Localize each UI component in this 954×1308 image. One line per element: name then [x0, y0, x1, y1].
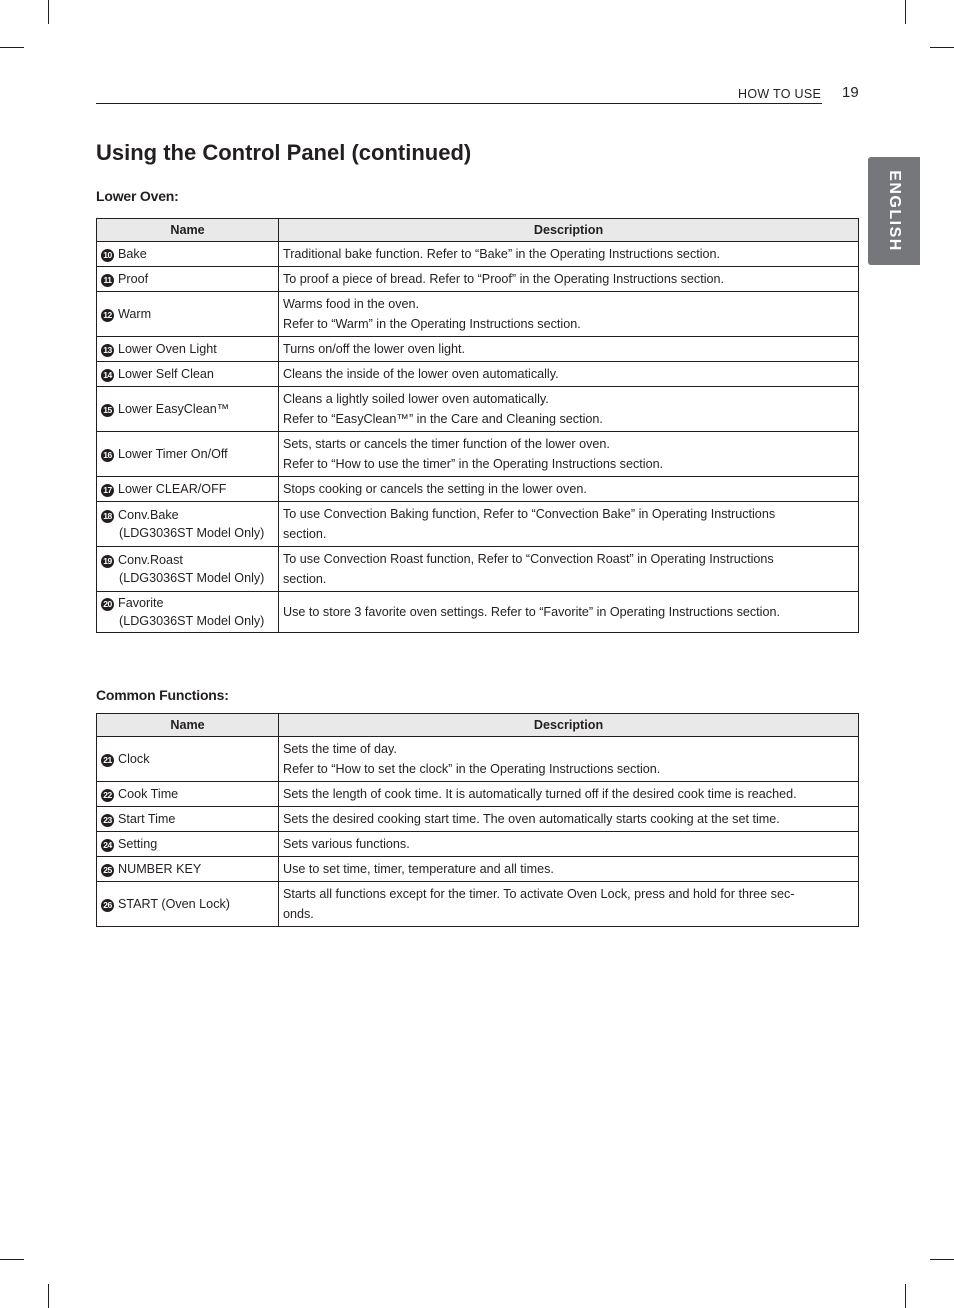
- crop-mark: [905, 1284, 906, 1308]
- description-line: Use to store 3 favorite oven settings. Refer to “Favorite” in Operating Instructions section.: [283, 605, 780, 619]
- name-wrapper: [101, 895, 274, 913]
- item-name: [118, 551, 264, 587]
- name-cell: [97, 737, 279, 782]
- name-wrapper: [101, 270, 274, 288]
- table-row: [97, 737, 859, 782]
- description-cell: [279, 477, 859, 502]
- description-line: Sets, starts or cancels the timer function of the lower oven.: [283, 437, 610, 451]
- item-model-note: (LDG3036ST Model Only): [119, 571, 265, 585]
- crop-mark: [48, 0, 49, 24]
- running-header-section: HOW TO USE: [738, 87, 822, 101]
- item-name: [118, 480, 226, 498]
- crop-mark: [48, 1284, 49, 1308]
- table-row: [97, 832, 859, 857]
- item-name-line: Favorite: [118, 596, 164, 610]
- item-number-badge: 19: [101, 555, 114, 568]
- description-cell: [279, 502, 859, 547]
- table-row: [97, 267, 859, 292]
- item-name: [118, 365, 214, 383]
- description-line: Traditional bake function. Refer to “Bake” in the Operating Instructions section.: [283, 247, 721, 261]
- item-number-badge: 10: [101, 249, 114, 262]
- item-number-badge: 14: [101, 369, 114, 382]
- item-name-line: Start Time: [118, 812, 176, 826]
- item-name: [118, 785, 178, 803]
- name-cell: [97, 782, 279, 807]
- description-line: section.: [283, 527, 327, 541]
- item-name-line: Lower EasyClean™: [118, 402, 230, 416]
- item-name-line: Lower Self Clean: [118, 367, 214, 381]
- name-wrapper: [101, 365, 274, 383]
- item-name: [118, 400, 229, 418]
- description-cell: [279, 832, 859, 857]
- lower-oven-table: [96, 218, 859, 633]
- item-name: [118, 245, 147, 263]
- description-cell: [279, 362, 859, 387]
- common-functions-heading: Common Functions:: [96, 687, 229, 703]
- name-cell: [97, 832, 279, 857]
- item-number-badge: 12: [101, 309, 114, 322]
- name-cell: [97, 477, 279, 502]
- item-name-line: Clock: [118, 752, 150, 766]
- item-name: [118, 445, 228, 463]
- name-cell: [97, 547, 279, 592]
- item-number-badge: 20: [101, 598, 114, 611]
- crop-mark: [0, 47, 24, 48]
- item-name: [118, 340, 217, 358]
- item-name: [118, 594, 264, 630]
- item-name-line: NUMBER KEY: [118, 862, 202, 876]
- description-cell: [279, 292, 859, 337]
- name-cell: [97, 242, 279, 267]
- name-cell: [97, 362, 279, 387]
- description-line: To use Convection Roast function, Refer to “Convection Roast” in Operating Instructions: [283, 552, 774, 566]
- table-header-row: [97, 714, 859, 737]
- table-header-row: [97, 219, 859, 242]
- item-name-line: Bake: [118, 247, 147, 261]
- name-cell: [97, 807, 279, 832]
- name-wrapper: [101, 506, 274, 542]
- item-number-badge: 13: [101, 344, 114, 357]
- item-name-line: Lower Timer On/Off: [118, 447, 228, 461]
- item-number-badge: 16: [101, 449, 114, 462]
- page-number: 19: [842, 84, 859, 101]
- item-name-line: Proof: [118, 272, 149, 286]
- table-row: [97, 242, 859, 267]
- description-line: Refer to “EasyClean™” in the Care and Cleaning section.: [283, 412, 603, 426]
- name-wrapper: [101, 340, 274, 358]
- description-cell: [279, 882, 859, 927]
- item-name-line: Warm: [118, 307, 152, 321]
- name-cell: [97, 502, 279, 547]
- description-line: Sets the time of day.: [283, 742, 397, 756]
- description-cell: [279, 737, 859, 782]
- item-name-line: Conv.Bake: [118, 508, 179, 522]
- item-name: [118, 270, 148, 288]
- description-cell: [279, 592, 859, 633]
- name-wrapper: [101, 860, 274, 878]
- item-name: [118, 860, 201, 878]
- crop-mark: [930, 1259, 954, 1260]
- item-name: [118, 810, 175, 828]
- item-model-note: (LDG3036ST Model Only): [119, 614, 265, 628]
- table-row: [97, 857, 859, 882]
- description-line: Sets the desired cooking start time. The oven automatically starts cooking at the set time.: [283, 812, 780, 826]
- name-cell: [97, 592, 279, 633]
- item-number-badge: 25: [101, 864, 114, 877]
- language-tab-label: ENGLISH: [886, 170, 903, 252]
- header-rule: [96, 103, 822, 104]
- name-wrapper: [101, 480, 274, 498]
- description-line: section.: [283, 572, 327, 586]
- description-cell: [279, 857, 859, 882]
- table-row: [97, 807, 859, 832]
- item-name-line: Lower CLEAR/OFF: [118, 482, 227, 496]
- description-line: Refer to “Warm” in the Operating Instructions section.: [283, 317, 581, 331]
- column-header-description: Description: [279, 219, 859, 242]
- table-row: [97, 337, 859, 362]
- description-line: Refer to “How to set the clock” in the Operating Instructions section.: [283, 762, 661, 776]
- item-name: [118, 506, 264, 542]
- item-name: [118, 750, 150, 768]
- table-row: [97, 432, 859, 477]
- table-row: [97, 477, 859, 502]
- description-cell: [279, 242, 859, 267]
- description-cell: [279, 267, 859, 292]
- name-cell: [97, 432, 279, 477]
- name-cell: [97, 882, 279, 927]
- description-cell: [279, 387, 859, 432]
- name-wrapper: [101, 400, 274, 418]
- column-header-name: Name: [97, 219, 279, 242]
- table-row: [97, 547, 859, 592]
- name-wrapper: [101, 245, 274, 263]
- column-header-description: Description: [279, 714, 859, 737]
- name-wrapper: [101, 594, 274, 630]
- description-line: Starts all functions except for the timer. To activate Oven Lock, press and hold for three sec-: [283, 887, 795, 901]
- description-line: Refer to “How to use the timer” in the Operating Instructions section.: [283, 457, 664, 471]
- crop-mark: [905, 0, 906, 24]
- column-header-name: Name: [97, 714, 279, 737]
- item-number-badge: 17: [101, 484, 114, 497]
- item-number-badge: 18: [101, 510, 114, 523]
- name-cell: [97, 292, 279, 337]
- item-name-line: Cook Time: [118, 787, 179, 801]
- item-name: [118, 305, 151, 323]
- name-cell: [97, 387, 279, 432]
- name-wrapper: [101, 835, 274, 853]
- name-cell: [97, 337, 279, 362]
- name-wrapper: [101, 750, 274, 768]
- item-number-badge: 24: [101, 839, 114, 852]
- name-cell: [97, 267, 279, 292]
- item-name-line: Lower Oven Light: [118, 342, 217, 356]
- table-row: [97, 362, 859, 387]
- table-row: [97, 882, 859, 927]
- crop-mark: [0, 1259, 24, 1260]
- crop-mark: [930, 47, 954, 48]
- item-number-badge: 21: [101, 754, 114, 767]
- description-line: Stops cooking or cancels the setting in the lower oven.: [283, 482, 587, 496]
- item-number-badge: 26: [101, 899, 114, 912]
- item-name-line: Setting: [118, 837, 158, 851]
- name-wrapper: [101, 445, 274, 463]
- item-name: [118, 895, 230, 913]
- description-line: Cleans a lightly soiled lower oven automatically.: [283, 392, 549, 406]
- description-line: Sets various functions.: [283, 837, 410, 851]
- item-number-badge: 11: [101, 274, 114, 287]
- description-line: Warms food in the oven.: [283, 297, 420, 311]
- table-row: [97, 782, 859, 807]
- description-cell: [279, 432, 859, 477]
- name-wrapper: [101, 785, 274, 803]
- description-line: To proof a piece of bread. Refer to “Proof” in the Operating Instructions section.: [283, 272, 725, 286]
- description-line: To use Convection Baking function, Refer to “Convection Bake” in Operating Instructions: [283, 507, 776, 521]
- item-name-line: START (Oven Lock): [118, 897, 230, 911]
- language-tab: [868, 157, 920, 265]
- description-line: Use to set time, timer, temperature and all times.: [283, 862, 554, 876]
- common-functions-table: [96, 713, 859, 927]
- description-cell: [279, 807, 859, 832]
- item-number-badge: 15: [101, 404, 114, 417]
- name-wrapper: [101, 551, 274, 587]
- table-row: [97, 292, 859, 337]
- description-cell: [279, 782, 859, 807]
- item-name: [118, 835, 157, 853]
- table-row: [97, 387, 859, 432]
- item-number-badge: 23: [101, 814, 114, 827]
- lower-oven-heading: Lower Oven:: [96, 188, 179, 204]
- table-row: [97, 502, 859, 547]
- item-model-note: (LDG3036ST Model Only): [119, 526, 265, 540]
- description-line: Cleans the inside of the lower oven automatically.: [283, 367, 559, 381]
- description-line: onds.: [283, 907, 314, 921]
- description-line: Sets the length of cook time. It is automatically turned off if the desired cook time is reached.: [283, 787, 797, 801]
- name-wrapper: [101, 810, 274, 828]
- page-title: Using the Control Panel (continued): [96, 140, 472, 165]
- name-cell: [97, 857, 279, 882]
- name-wrapper: [101, 305, 274, 323]
- description-cell: [279, 547, 859, 592]
- table-row: [97, 592, 859, 633]
- description-cell: [279, 337, 859, 362]
- item-name-line: Conv.Roast: [118, 553, 183, 567]
- item-number-badge: 22: [101, 789, 114, 802]
- description-line: Turns on/off the lower oven light.: [283, 342, 466, 356]
